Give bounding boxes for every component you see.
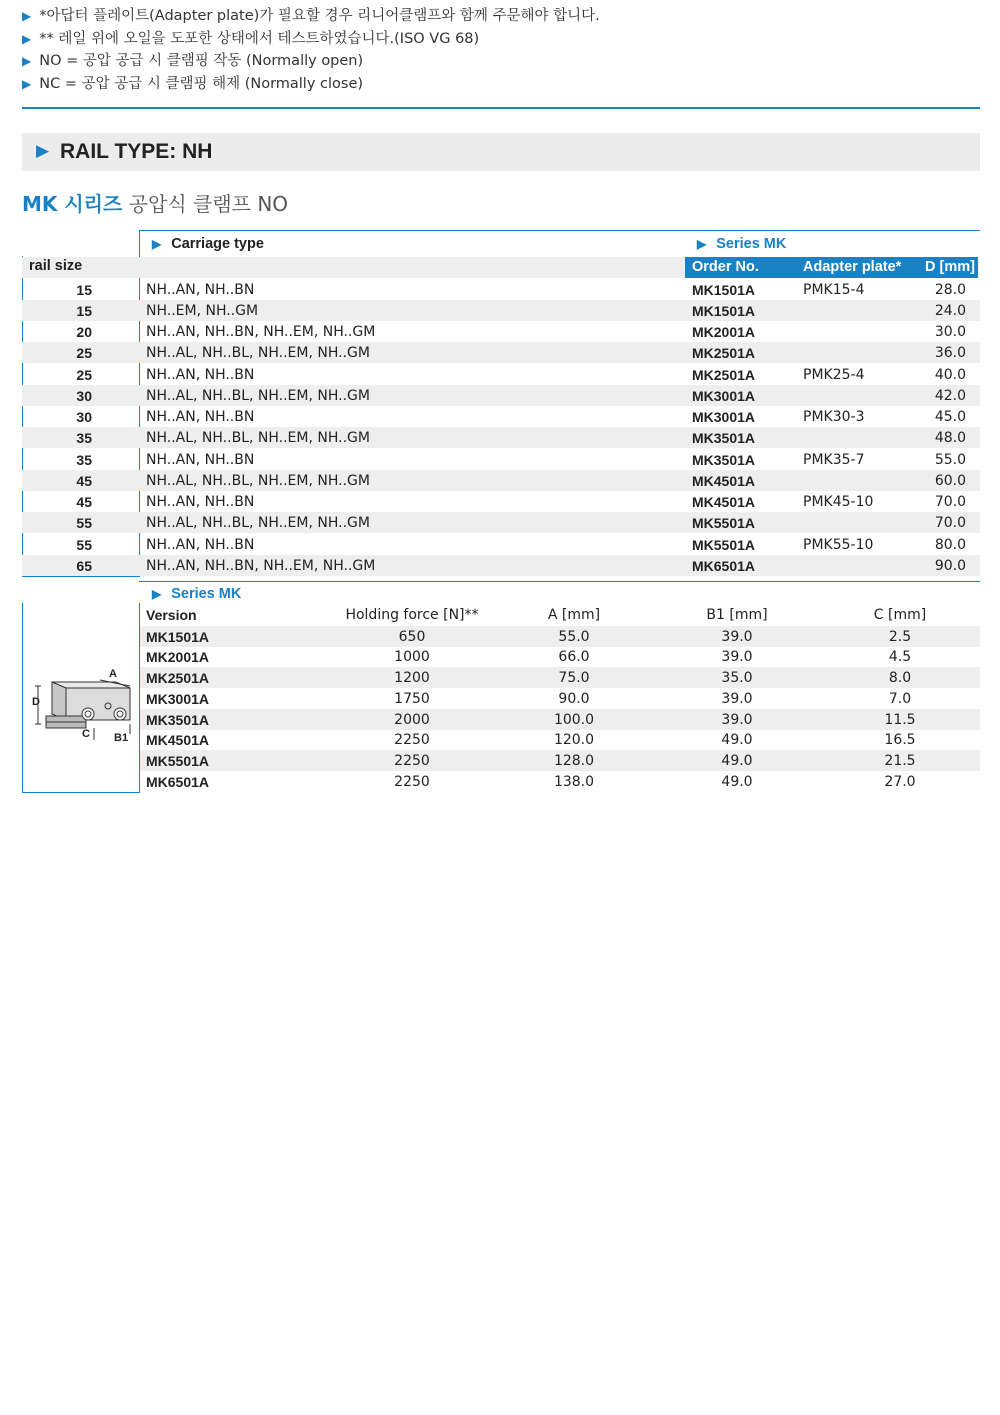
rail-size-cell: 25	[76, 345, 92, 362]
c-cell: 8.0	[888, 670, 912, 686]
holding-force-header: Holding force [N]**	[345, 607, 479, 623]
note-item: ▶ NO = 공압 공급 시 클램핑 작동 (Normally open)	[22, 50, 982, 73]
order-no-cell: MK3501A	[692, 430, 756, 447]
d-cell: 24.0	[934, 302, 966, 319]
rail-size-cell: 45	[76, 494, 92, 510]
table-row	[22, 385, 980, 406]
table-row	[22, 555, 980, 576]
order-no-cell: MK3001A	[692, 387, 756, 404]
table2-top-border	[139, 581, 980, 582]
d-cell: 70.0	[934, 494, 966, 510]
holding-force-cell: 2250	[394, 773, 430, 790]
carriage-type-cell: NH..AN, NH..BN, NH..EM, NH..GM	[146, 557, 376, 574]
table-row	[22, 512, 980, 533]
d-cell: 70.0	[934, 515, 966, 532]
adapter-plate-cell: PMK15-4	[803, 281, 865, 298]
rail-size-cell: 35	[76, 451, 92, 468]
carriage-type-cell: NH..AN, NH..BN, NH..EM, NH..GM	[146, 324, 376, 340]
d-cell: 28.0	[934, 281, 966, 298]
order-no-cell: MK4501A	[692, 472, 756, 489]
version-cell: MK3501A	[146, 711, 210, 728]
d-cell: 60.0	[934, 472, 966, 489]
order-no-cell: MK3501A	[692, 451, 756, 468]
carriage-type-cell: NH..AL, NH..BL, NH..EM, NH..GM	[146, 515, 370, 532]
b1-cell: 39.0	[721, 690, 753, 707]
table-row	[140, 667, 980, 688]
table-row	[22, 300, 980, 321]
version-cell: MK2001A	[146, 649, 210, 666]
rail-size-cell: 20	[76, 324, 92, 340]
a-cell: 128.0	[553, 753, 595, 769]
c-header: C [mm]	[873, 607, 927, 623]
order-no-cell: MK6501A	[692, 557, 756, 574]
triangle-bullet-icon: ▶	[152, 587, 162, 601]
a-cell: 55.0	[558, 628, 590, 645]
a-cell: 100.0	[553, 711, 595, 728]
c-cell: 7.0	[888, 690, 912, 707]
b1-cell: 35.0	[721, 670, 753, 686]
c-cell: 11.5	[884, 711, 916, 728]
d-cell: 55.0	[934, 451, 966, 468]
c-cell: 21.5	[884, 753, 916, 769]
c-cell: 2.5	[888, 628, 912, 645]
carriage-type-cell: NH..AL, NH..BL, NH..EM, NH..GM	[146, 430, 370, 447]
a-cell: 120.0	[553, 732, 595, 749]
triangle-bullet-icon: ▶	[152, 237, 162, 251]
table-row	[140, 626, 980, 647]
a-header: A [mm]	[547, 607, 601, 623]
carriage-type-heading: ▶ Carriage type	[152, 236, 264, 252]
d-cell: 36.0	[934, 345, 966, 362]
table2-header-row	[140, 604, 980, 625]
order-no-header: Order No.	[692, 259, 759, 275]
rail-size-cell: 55	[76, 536, 92, 553]
carriage-type-cell: NH..AN, NH..BN	[146, 409, 255, 425]
rail-size-cell: 15	[76, 302, 92, 319]
b1-cell: 49.0	[721, 753, 753, 769]
version-cell: MK6501A	[146, 773, 210, 790]
holding-force-cell: 2250	[394, 732, 430, 749]
carriage-type-cell: NH..AN, NH..BN	[146, 536, 255, 553]
d-cell: 42.0	[934, 387, 966, 404]
notes-list	[22, 5, 982, 95]
order-no-cell: MK5501A	[692, 536, 756, 553]
b1-cell: 49.0	[721, 732, 753, 749]
d-cell: 40.0	[934, 366, 966, 383]
dim-label-b1: B1	[114, 732, 129, 744]
dim-label-c: C	[82, 728, 90, 740]
table1-bottom-border	[22, 576, 140, 577]
rail-size-cell: 15	[76, 281, 92, 298]
order-no-cell: MK4501A	[692, 494, 756, 510]
holding-force-cell: 2250	[394, 753, 430, 769]
order-header-bar	[685, 257, 978, 278]
order-no-cell: MK3001A	[692, 409, 756, 425]
carriage-type-cell: NH..AN, NH..BN	[146, 451, 255, 468]
adapter-plate-cell: PMK45-10	[803, 494, 874, 510]
carriage-type-cell: NH..AL, NH..BL, NH..EM, NH..GM	[146, 345, 370, 362]
clamp-dimension-drawing	[28, 668, 136, 748]
table2-left-border	[22, 603, 23, 793]
triangle-bullet-icon: ▶	[22, 54, 32, 68]
rail-size-header: rail size	[29, 258, 83, 274]
rail-size-cell: 65	[76, 557, 92, 574]
table-row	[140, 750, 980, 771]
table-row	[22, 279, 980, 300]
carriage-type-cell: NH..AL, NH..BL, NH..EM, NH..GM	[146, 387, 370, 404]
b1-cell: 39.0	[721, 649, 753, 666]
note-item: ▶ NC = 공압 공급 시 클램핑 해제 (Normally close)	[22, 73, 982, 96]
order-no-cell: MK2001A	[692, 324, 756, 340]
series-mk-heading-2: ▶ Series MK	[152, 586, 242, 602]
order-no-cell: MK2501A	[692, 345, 756, 362]
carriage-type-cell: NH..AN, NH..BN	[146, 494, 255, 510]
b1-cell: 49.0	[721, 773, 753, 790]
adapter-plate-cell: PMK30-3	[803, 409, 865, 425]
table-row	[22, 321, 980, 342]
version-cell: MK5501A	[146, 753, 210, 769]
table1-header-shade	[22, 257, 685, 278]
holding-force-cell: 2000	[394, 711, 430, 728]
table-row	[22, 364, 980, 385]
rail-type-band	[22, 133, 980, 171]
d-cell: 80.0	[934, 536, 966, 553]
table-row	[22, 406, 980, 427]
rail-size-cell: 30	[76, 409, 92, 425]
carriage-type-cell: NH..AL, NH..BL, NH..EM, NH..GM	[146, 472, 370, 489]
table-row	[140, 688, 980, 709]
c-cell: 4.5	[888, 649, 912, 666]
table-row	[140, 729, 980, 750]
d-cell: 30.0	[934, 324, 966, 340]
adapter-plate-cell: PMK25-4	[803, 366, 865, 383]
table-row	[140, 646, 980, 667]
rail-size-cell: 45	[76, 472, 92, 489]
order-no-cell: MK5501A	[692, 515, 756, 532]
dim-label-d: D	[32, 696, 40, 708]
version-cell: MK3001A	[146, 690, 210, 707]
series-mk-heading: ▶ Series MK	[697, 236, 787, 252]
version-cell: MK1501A	[146, 628, 210, 645]
b1-header: B1 [mm]	[706, 607, 768, 623]
triangle-bullet-icon: ▶	[22, 31, 32, 46]
table-row	[22, 342, 980, 363]
d-cell: 45.0	[934, 409, 966, 425]
rail-size-cell: 30	[76, 387, 92, 404]
rail-size-cell: 25	[76, 366, 92, 383]
version-header: Version	[146, 607, 197, 623]
table-row	[22, 449, 980, 470]
order-no-cell: MK2501A	[692, 366, 756, 383]
rail-size-cell: 55	[76, 515, 92, 532]
a-cell: 66.0	[558, 649, 590, 666]
holding-force-cell: 1200	[394, 670, 430, 686]
triangle-bullet-icon: ▶	[36, 141, 50, 161]
triangle-bullet-icon: ▶	[697, 237, 707, 251]
carriage-type-cell: NH..AN, NH..BN	[146, 366, 255, 383]
d-cell: 90.0	[934, 557, 966, 574]
table-row	[22, 427, 980, 448]
table1-top-border	[139, 230, 980, 231]
a-cell: 138.0	[553, 773, 595, 790]
a-cell: 75.0	[558, 670, 590, 686]
order-no-cell: MK1501A	[692, 281, 756, 298]
b1-cell: 39.0	[721, 711, 753, 728]
note-item: ▶ *아답터 플레이트(Adapter plate)가 필요할 경우 리니어클램프와 함께 주문해야 합니다.	[22, 5, 982, 28]
note-item: ▶ ** 레일 위에 오일을 도포한 상태에서 테스트하였습니다.(ISO VG 68)	[22, 28, 982, 51]
top-divider	[22, 107, 980, 109]
table-row	[22, 470, 980, 491]
holding-force-cell: 1000	[394, 649, 430, 666]
d-header: D [mm]	[925, 259, 975, 275]
dim-label-a: A	[109, 668, 117, 680]
a-cell: 90.0	[558, 690, 590, 707]
table-row	[140, 709, 980, 730]
version-cell: MK2501A	[146, 670, 210, 686]
series-title: MK 시리즈 공압식 클램프 NO	[22, 192, 289, 216]
c-cell: 27.0	[884, 773, 916, 790]
triangle-bullet-icon: ▶	[22, 9, 32, 23]
rail-type-heading: RAIL TYPE: NH	[60, 140, 213, 163]
b1-cell: 39.0	[721, 628, 753, 645]
rail-size-cell: 35	[76, 430, 92, 447]
c-cell: 16.5	[884, 732, 916, 749]
version-cell: MK4501A	[146, 732, 210, 749]
table-row	[22, 491, 980, 512]
table-row	[140, 771, 980, 792]
adapter-plate-header: Adapter plate*	[803, 259, 902, 275]
order-no-cell: MK1501A	[692, 302, 756, 319]
adapter-plate-cell: PMK35-7	[803, 451, 865, 468]
carriage-type-cell: NH..AN, NH..BN	[146, 281, 255, 298]
holding-force-cell: 1750	[394, 690, 430, 707]
carriage-type-cell: NH..EM, NH..GM	[146, 302, 259, 319]
triangle-bullet-icon: ▶	[22, 76, 32, 91]
adapter-plate-cell: PMK55-10	[803, 536, 874, 553]
holding-force-cell: 650	[398, 628, 426, 645]
table-row	[22, 534, 980, 555]
d-cell: 48.0	[934, 430, 966, 447]
table2-bottom-border	[22, 792, 140, 793]
